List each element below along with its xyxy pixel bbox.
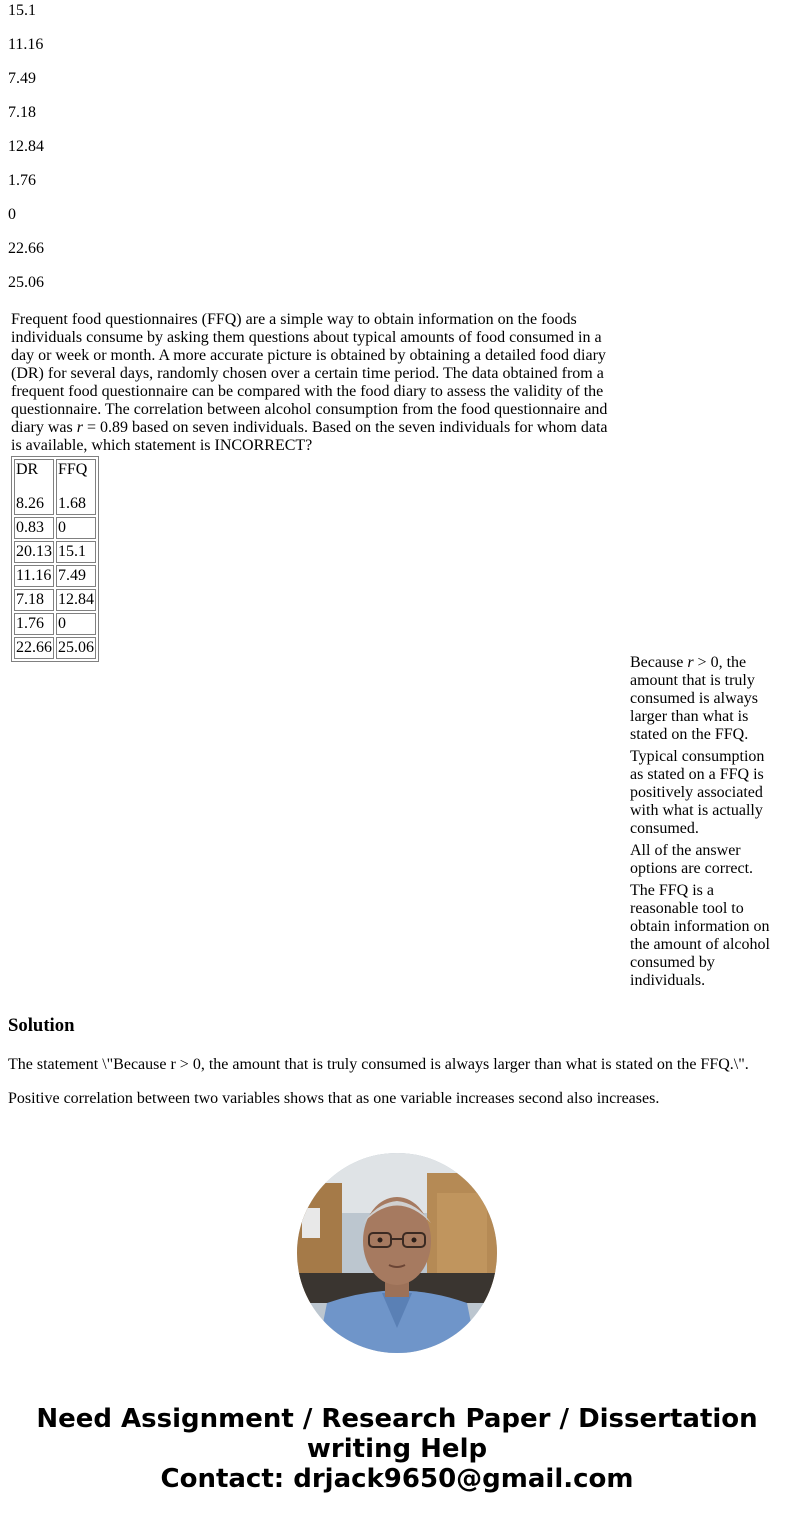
table-cell: 7.49 (56, 565, 96, 587)
table-cell: 15.1 (56, 541, 96, 563)
top-value: 0 (8, 206, 16, 223)
solution-heading: Solution (8, 1015, 75, 1036)
question-text: Frequent food questionnaires (FFQ) are a simple way to obtain information on the foods individuals consume by asking them questions about typical amounts of food consumed in a day or week or month. A more accurate picture is obtained by obtaining a detailed food diary (DR) for several days, randomly chosen over a certain time period. The data obtained from a frequent food questionnaire can be compared with the food diary to assess the validity of the questionnaire. The correlation between alcohol consumption from the food questionnaire and diary was r = 0.89 based on seven individuals. Based on the seven individuals for whom data is available, which statement is INCORRECT? (11, 311, 608, 454)
table-cell: 12.84 (56, 589, 96, 611)
table-row (14, 589, 96, 611)
footer-line: writing Help (306, 1434, 488, 1464)
dr-header-cell (14, 459, 54, 515)
question-block (11, 311, 611, 662)
footer-line: Need Assignment / Research Paper / Dissertation (36, 1404, 758, 1434)
top-value: 7.49 (8, 70, 36, 87)
top-value: 12.84 (8, 138, 44, 155)
table-cell: 0 (56, 613, 96, 635)
top-value: 15.1 (8, 2, 36, 19)
footer-contact: Contact: drjack9650@gmail.com (160, 1464, 634, 1494)
top-values-list (8, 2, 44, 308)
top-value: 7.18 (8, 104, 36, 121)
table-header-row (14, 459, 96, 515)
answer-option-1[interactable]: Because r > 0, the amount that is truly consumed is always larger than what is stated on the FFQ. (630, 654, 758, 743)
table-row (14, 517, 96, 539)
author-avatar (297, 1153, 497, 1353)
table-cell: 0 (56, 517, 96, 539)
table-row (14, 565, 96, 587)
solution-section (8, 1015, 788, 1124)
answer-option-3[interactable]: All of the answer options are correct. (630, 842, 754, 877)
top-value: 25.06 (8, 274, 44, 291)
solution-paragraph: Positive correlation between two variables shows that as one variable increases second also increases. (8, 1090, 660, 1107)
table-row (14, 637, 96, 659)
solution-paragraph: The statement \"Because r > 0, the amount that is truly consumed is always larger than what is stated on the FFQ.\". (8, 1056, 749, 1073)
footer-banner (0, 1404, 794, 1494)
table-cell: 11.16 (14, 565, 54, 587)
r-symbol: r (76, 419, 83, 436)
table-cell: 1.68 (58, 495, 86, 512)
data-table (11, 456, 99, 662)
table-row (14, 613, 96, 635)
table-cell: 25.06 (56, 637, 96, 659)
table-cell: 20.13 (14, 541, 54, 563)
answer-options (630, 654, 774, 994)
table-cell: 7.18 (14, 589, 54, 611)
top-value: 11.16 (8, 36, 44, 53)
table-row (14, 541, 96, 563)
dr-column-label: DR (16, 461, 39, 478)
table-cell: 8.26 (16, 495, 44, 512)
answer-option-2[interactable]: Typical consumption as stated on a FFQ is positively associated with what is actually consumed. (630, 748, 765, 837)
answer-option-4[interactable]: The FFQ is a reasonable tool to obtain information on the amount of alcohol consumed by individuals. (630, 882, 770, 989)
table-cell: 22.66 (14, 637, 54, 659)
table-cell: 0.83 (14, 517, 54, 539)
top-value: 1.76 (8, 172, 36, 189)
top-value: 22.66 (8, 240, 44, 257)
author-portrait-image (297, 1153, 497, 1353)
ffq-column-label: FFQ (58, 461, 88, 478)
table-cell: 1.76 (14, 613, 54, 635)
ffq-header-cell (56, 459, 96, 515)
